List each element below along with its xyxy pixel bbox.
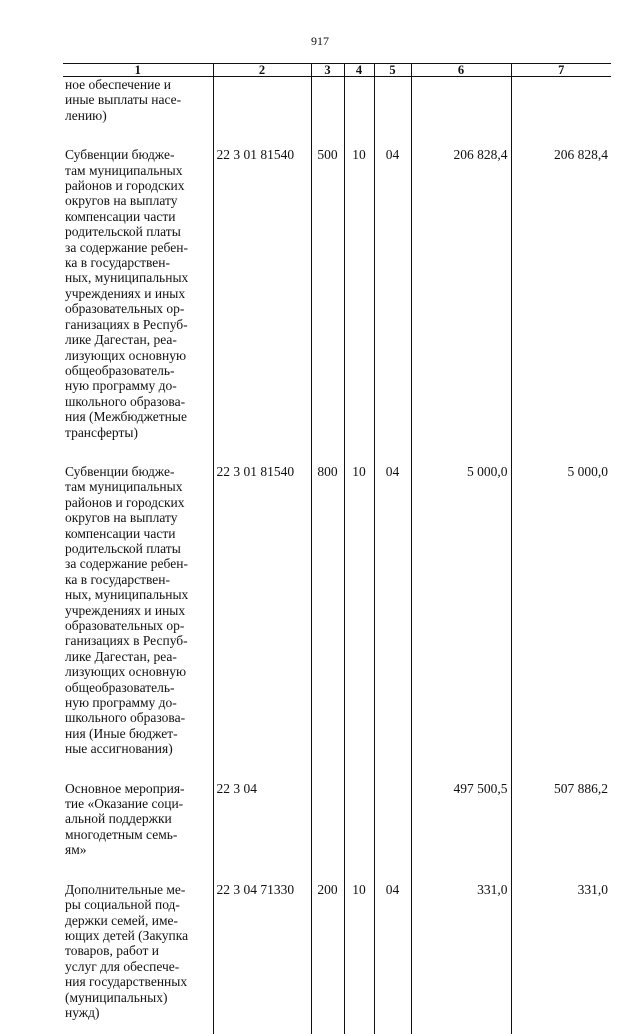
row-c5-cell: 04 (374, 882, 411, 1021)
column-header: 6 (411, 64, 511, 77)
row-name-line: школьного образова- (65, 710, 210, 725)
row-name-line: тие «Оказание соци- (65, 796, 210, 811)
row-spacer (63, 757, 611, 781)
row-name-line: округов на выплату (65, 510, 210, 525)
row-code-cell: 22 3 04 (213, 781, 311, 858)
row-amount-col6-cell: 206 828,4 (411, 147, 511, 440)
table-row (63, 781, 611, 858)
row-name-cell (63, 147, 213, 440)
row-name-line: лизующих основную (65, 348, 210, 363)
row-name-line: лизующих основную (65, 664, 210, 679)
row-code-cell: 22 3 01 81540 (213, 147, 311, 440)
row-c3-cell: 200 (311, 882, 344, 1021)
row-amount-col6-cell (411, 77, 511, 124)
row-spacer (63, 858, 611, 882)
row-code-cell: 22 3 01 81540 (213, 464, 311, 757)
row-name-line: ния (Иные бюджет- (65, 726, 210, 741)
row-name-line: альной поддержки (65, 811, 210, 826)
table-header-row (63, 64, 611, 77)
row-name-line: (муниципальных) (65, 990, 210, 1005)
row-c4-cell: 10 (344, 147, 374, 440)
row-name-line: ка в государствен- (65, 572, 210, 587)
table-row (63, 77, 611, 124)
row-name-line: общеобразователь- (65, 363, 210, 378)
row-amount-col7-cell: 206 828,4 (511, 147, 611, 440)
column-header: 4 (344, 64, 374, 77)
row-name-line: округов на выплату (65, 193, 210, 208)
row-name-line: трансферты) (65, 425, 210, 440)
row-name-line: иные выплаты насе- (65, 92, 210, 107)
row-amount-col7-cell: 507 886,2 (511, 781, 611, 858)
row-name-line: ганизациях в Респуб- (65, 317, 210, 332)
row-c3-cell (311, 77, 344, 124)
table-row (63, 464, 611, 757)
row-amount-col7-cell: 5 000,0 (511, 464, 611, 757)
row-name-line: ных, муниципальных (65, 270, 210, 285)
row-c4-cell (344, 781, 374, 858)
row-name-cell (63, 77, 213, 124)
row-name-line: Субвенции бюдже- (65, 464, 210, 479)
row-name-line: лике Дагестан, реа- (65, 649, 210, 664)
row-spacer (63, 123, 611, 147)
row-c3-cell: 800 (311, 464, 344, 757)
row-c4-cell: 10 (344, 882, 374, 1021)
row-c3-cell: 500 (311, 147, 344, 440)
row-name-line: образовательных ор- (65, 301, 210, 316)
row-name-line: лике Дагестан, реа- (65, 332, 210, 347)
row-c5-cell (374, 781, 411, 858)
row-name-cell (63, 464, 213, 757)
row-name-line: ям» (65, 842, 210, 857)
row-amount-col6-cell: 5 000,0 (411, 464, 511, 757)
row-name-line: товаров, работ и (65, 943, 210, 958)
row-name-line: там муниципальных (65, 163, 210, 178)
column-header: 3 (311, 64, 344, 77)
row-name-line: ния государственных (65, 974, 210, 989)
column-header: 7 (511, 64, 611, 77)
row-amount-col6-cell: 497 500,5 (411, 781, 511, 858)
budget-table (63, 63, 611, 1034)
row-name-line: за содержание ребен- (65, 556, 210, 571)
row-amount-col6-cell: 331,0 (411, 882, 511, 1021)
row-name-line: общеобразователь- (65, 680, 210, 695)
row-name-line: ных, муниципальных (65, 587, 210, 602)
row-name-line: ную программу до- (65, 378, 210, 393)
row-name-cell (63, 882, 213, 1021)
row-c5-cell: 04 (374, 464, 411, 757)
row-name-line: компенсации части (65, 526, 210, 541)
row-name-line: там муниципальных (65, 479, 210, 494)
row-name-line: образовательных ор- (65, 618, 210, 633)
row-name-line: районов и городских (65, 178, 210, 193)
row-name-line: компенсации части (65, 209, 210, 224)
row-name-line: ную программу до- (65, 695, 210, 710)
row-name-line: Основное мероприя- (65, 781, 210, 796)
column-header: 5 (374, 64, 411, 77)
row-name-line: родительской платы (65, 224, 210, 239)
row-name-line: районов и городских (65, 495, 210, 510)
row-name-line: ния (Межбюджетные (65, 409, 210, 424)
row-c5-cell: 04 (374, 147, 411, 440)
row-name-line: лению) (65, 108, 210, 123)
row-name-line: ры социальной под- (65, 897, 210, 912)
row-name-line: ное обеспечение и (65, 77, 210, 92)
column-header: 1 (63, 64, 213, 77)
row-amount-col7-cell: 331,0 (511, 882, 611, 1021)
row-c4-cell: 10 (344, 464, 374, 757)
row-name-line: учреждениях и иных (65, 286, 210, 301)
row-name-line: многодетным семь- (65, 827, 210, 842)
table-row (63, 882, 611, 1021)
row-name-line: ные ассигнования) (65, 741, 210, 756)
row-name-cell (63, 781, 213, 858)
row-c5-cell (374, 77, 411, 124)
table-row (63, 147, 611, 440)
row-c3-cell (311, 781, 344, 858)
row-name-line: родительской платы (65, 541, 210, 556)
row-spacer (63, 440, 611, 464)
row-name-line: держки семей, име- (65, 913, 210, 928)
row-amount-col7-cell (511, 77, 611, 124)
row-code-cell (213, 77, 311, 124)
row-code-cell: 22 3 04 71330 (213, 882, 311, 1021)
column-header: 2 (213, 64, 311, 77)
table-body (63, 77, 611, 1034)
row-name-line: ка в государствен- (65, 255, 210, 270)
row-name-line: ющих детей (Закупка (65, 928, 210, 943)
row-name-line: нужд) (65, 1005, 210, 1020)
row-spacer (63, 1020, 611, 1034)
row-name-line: школьного образова- (65, 394, 210, 409)
row-name-line: Дополнительные ме- (65, 882, 210, 897)
row-c4-cell (344, 77, 374, 124)
row-name-line: учреждениях и иных (65, 603, 210, 618)
row-name-line: за содержание ребен- (65, 240, 210, 255)
row-name-line: услуг для обеспече- (65, 959, 210, 974)
page-number: 917 (0, 34, 640, 49)
row-name-line: Субвенции бюдже- (65, 147, 210, 162)
row-name-line: ганизациях в Респуб- (65, 633, 210, 648)
